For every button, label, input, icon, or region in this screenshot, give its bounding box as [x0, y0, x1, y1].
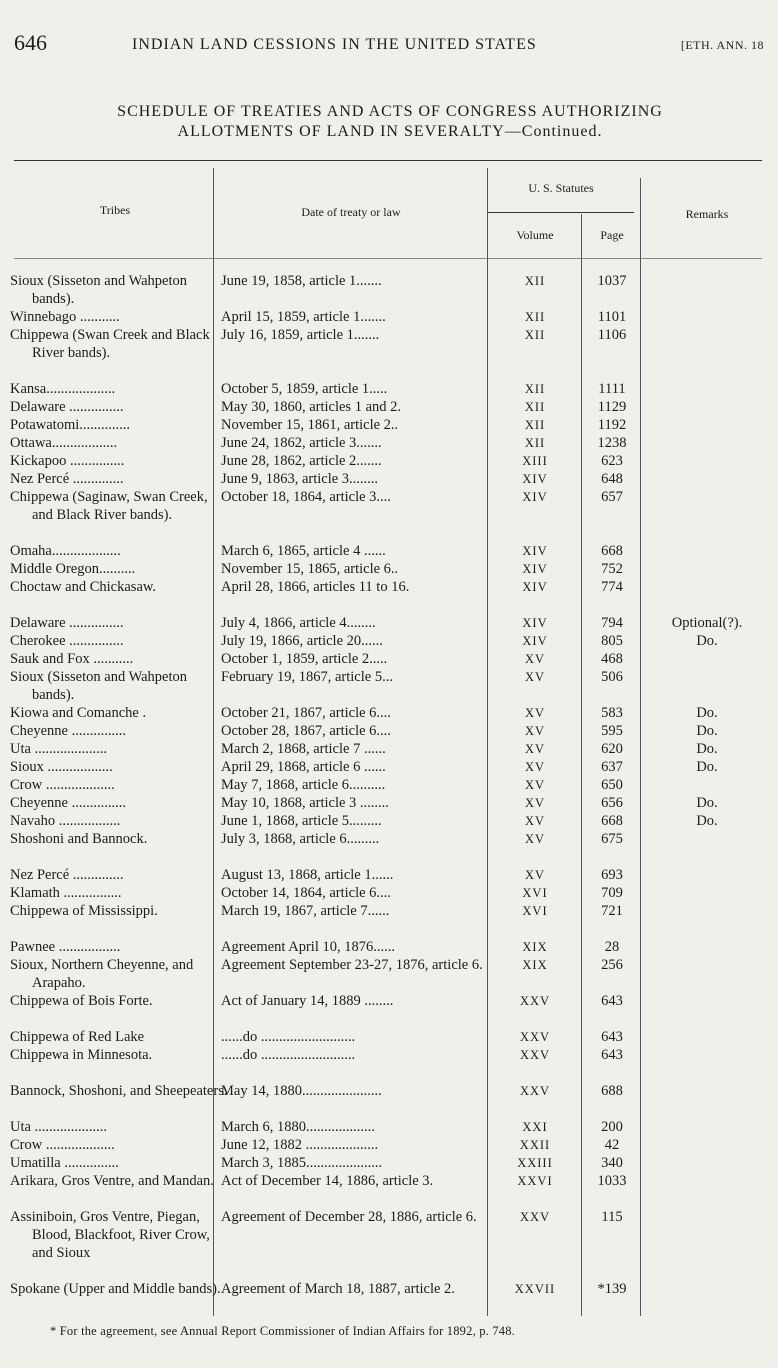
volume-cell: XII	[524, 436, 546, 450]
tribe-cell: Uta ....................	[10, 741, 108, 757]
page-cell: 256	[601, 957, 623, 973]
page-cell: 648	[601, 471, 623, 487]
date-cell: July 19, 1866, article 20......	[221, 633, 383, 649]
tribe-cell: Sioux (Sisseton and Wahpeton bands).	[10, 273, 187, 307]
tribe-cell: Shoshoni and Bannock.	[10, 831, 148, 847]
tribe-cell: Sioux (Sisseton and Wahpeton bands).	[10, 669, 187, 703]
table-row	[0, 668, 778, 704]
date-cell: June 24, 1862, article 3.......	[221, 435, 382, 451]
column-header-date: Date of treaty or law	[301, 205, 401, 219]
page-cell: 637	[601, 759, 623, 775]
table-row	[0, 956, 778, 992]
tribe-cell: Chippewa (Saginaw, Swan Creek, and Black River bands).	[10, 489, 208, 523]
date-cell: June 9, 1863, article 3........	[221, 471, 379, 487]
table-row	[0, 1082, 778, 1118]
tribe-cell: Nez Percé ..............	[10, 867, 124, 883]
date-cell: February 19, 1867, article 5...	[221, 669, 393, 685]
tribe-cell: Navaho .................	[10, 813, 121, 829]
table-row	[0, 1028, 778, 1046]
page-cell: 1106	[597, 327, 627, 343]
table-row	[0, 866, 778, 884]
date-cell: April 15, 1859, article 1.......	[221, 309, 386, 325]
page-cell: 668	[601, 543, 623, 559]
tribe-cell: Chippewa (Swan Creek and Black River bands).	[10, 327, 210, 361]
volume-cell: XXV	[519, 1084, 551, 1098]
page-cell: 650	[601, 777, 623, 793]
page-cell: 1238	[597, 435, 627, 451]
table-row	[0, 1172, 778, 1208]
volume-cell: XII	[524, 328, 546, 342]
table-row	[0, 776, 778, 794]
table-row	[0, 488, 778, 542]
volume-cell: XXV	[519, 1210, 551, 1224]
tribe-cell: Nez Percé ..............	[10, 471, 124, 487]
date-cell: Agreement of December 28, 1886, article 6.	[221, 1209, 477, 1225]
date-cell: October 28, 1867, article 6....	[221, 723, 391, 739]
tribe-cell: Assiniboin, Gros Ventre, Piegan, Blood, Blackfoot, River Crow, and Sioux	[10, 1209, 210, 1261]
remarks-cell: Do.	[696, 723, 718, 739]
volume-cell: XII	[524, 382, 546, 396]
date-cell: March 3, 1885.....................	[221, 1155, 383, 1171]
date-cell: May 7, 1868, article 6..........	[221, 777, 386, 793]
table-row	[0, 830, 778, 866]
table-row	[0, 1046, 778, 1082]
table-row	[0, 542, 778, 560]
tribe-cell: Ottawa..................	[10, 435, 118, 451]
volume-cell: XV	[524, 742, 546, 756]
date-cell: July 3, 1868, article 6.........	[221, 831, 380, 847]
tribe-cell: Pawnee .................	[10, 939, 121, 955]
tribe-cell: Crow ...................	[10, 1137, 115, 1153]
table-row	[0, 1280, 778, 1316]
tribe-cell: Cheyenne ...............	[10, 795, 126, 811]
date-cell: March 2, 1868, article 7 ......	[221, 741, 386, 757]
page-cell: 656	[601, 795, 623, 811]
date-cell: April 28, 1866, articles 11 to 16.	[221, 579, 410, 595]
table-row	[0, 416, 778, 434]
date-cell: Act of January 14, 1889 ........	[221, 993, 394, 1009]
page-cell: *139	[597, 1281, 627, 1297]
table-row	[0, 938, 778, 956]
date-cell: Agreement of March 18, 1887, article 2.	[221, 1281, 455, 1297]
tribe-cell: Chippewa of Bois Forte.	[10, 993, 153, 1009]
tribe-cell: Spokane (Upper and Middle bands).	[10, 1281, 221, 1297]
page-cell: 506	[601, 669, 623, 685]
remarks-cell: Do.	[696, 741, 718, 757]
page-cell: 693	[601, 867, 623, 883]
tribe-cell: Sioux, Northern Cheyenne, and Arapaho.	[10, 957, 194, 991]
column-header-statutes: U. S. Statutes	[528, 181, 594, 195]
page-cell: 340	[601, 1155, 623, 1171]
date-cell: October 21, 1867, article 6....	[221, 705, 391, 721]
volume-cell: XV	[524, 778, 546, 792]
table-row	[0, 560, 778, 578]
table-row	[0, 812, 778, 830]
page-cell: 620	[601, 741, 623, 757]
page-cell: 200	[601, 1119, 623, 1135]
page-cell: 752	[601, 561, 623, 577]
running-right-label: [ETH. ANN. 18	[680, 38, 764, 52]
date-cell: May 30, 1860, articles 1 and 2.	[221, 399, 402, 415]
tribe-cell: Omaha...................	[10, 543, 121, 559]
volume-cell: XIV	[522, 562, 548, 576]
date-cell: October 1, 1859, article 2.....	[221, 651, 388, 667]
date-cell: March 6, 1865, article 4 ......	[221, 543, 386, 559]
table-row	[0, 1154, 778, 1172]
volume-cell: XII	[524, 418, 546, 432]
column-header-volume: Volume	[516, 228, 554, 242]
volume-cell: XIV	[522, 544, 548, 558]
volume-cell: XIV	[522, 634, 548, 648]
date-cell: October 5, 1859, article 1.....	[221, 381, 388, 397]
table-row	[0, 794, 778, 812]
volume-cell: XVI	[522, 904, 548, 918]
schedule-title-line1: SCHEDULE OF TREATIES AND ACTS OF CONGRESS AUTHORIZING	[117, 103, 663, 120]
table-row	[0, 758, 778, 776]
table-row	[0, 884, 778, 902]
tribe-cell: Middle Oregon..........	[10, 561, 136, 577]
date-cell: October 14, 1864, article 6....	[221, 885, 391, 901]
table-row	[0, 992, 778, 1028]
remarks-cell: Optional(?).	[671, 615, 743, 631]
volume-cell: XV	[524, 868, 546, 882]
date-cell: October 18, 1864, article 3....	[221, 489, 391, 505]
page-cell: 688	[601, 1083, 623, 1099]
volume-cell: XIV	[522, 580, 548, 594]
tribe-cell: Arikara, Gros Ventre, and Mandan.	[10, 1173, 214, 1189]
volume-cell: XXI	[522, 1120, 548, 1134]
date-cell: June 19, 1858, article 1.......	[221, 273, 382, 289]
page-cell: 28	[604, 939, 620, 955]
table-row	[0, 452, 778, 470]
date-cell: Act of December 14, 1886, article 3.	[221, 1173, 434, 1189]
date-cell: ......do ..........................	[221, 1047, 356, 1063]
volume-cell: XV	[524, 706, 546, 720]
page-number: 646	[14, 30, 47, 55]
page-cell: 42	[604, 1137, 620, 1153]
tribe-cell: Kansa...................	[10, 381, 116, 397]
page-cell: 643	[601, 1029, 623, 1045]
tribe-cell: Chippewa of Mississippi.	[10, 903, 158, 919]
table-row	[0, 740, 778, 758]
date-cell: Agreement September 23-27, 1876, article 6.	[221, 957, 483, 973]
page-cell: 1111	[598, 381, 626, 397]
header-bottom-rule	[14, 258, 762, 259]
date-cell: March 6, 1880...................	[221, 1119, 375, 1135]
page-cell: 1037	[597, 273, 627, 289]
date-cell: June 1, 1868, article 5.........	[221, 813, 382, 829]
page-cell: 675	[601, 831, 623, 847]
table-row	[0, 578, 778, 614]
date-cell: July 16, 1859, article 1.......	[221, 327, 380, 343]
remarks-cell: Do.	[696, 633, 718, 649]
schedule-title	[20, 102, 760, 142]
page-cell: 657	[601, 489, 623, 505]
volume-cell: XIV	[522, 490, 548, 504]
table-row	[0, 902, 778, 938]
date-cell: May 14, 1880......................	[221, 1083, 382, 1099]
table-row	[0, 470, 778, 488]
date-cell: July 4, 1866, article 4........	[221, 615, 376, 631]
tribe-cell: Klamath ................	[10, 885, 122, 901]
volume-cell: XXIII	[517, 1156, 553, 1170]
volume-cell: XXV	[519, 994, 551, 1008]
tribe-cell: Delaware ...............	[10, 615, 124, 631]
column-header-tribes: Tribes	[99, 203, 131, 217]
date-cell: April 29, 1868, article 6 ......	[221, 759, 386, 775]
page-cell: 794	[601, 615, 623, 631]
table-top-rule	[14, 160, 762, 161]
remarks-cell: Do.	[696, 795, 718, 811]
page-cell: 643	[601, 1047, 623, 1063]
tribe-cell: Cheyenne ...............	[10, 723, 126, 739]
table-row	[0, 614, 778, 632]
volume-cell: XXII	[519, 1138, 551, 1152]
page-cell: 1192	[597, 417, 627, 433]
tribe-cell: Umatilla ...............	[10, 1155, 119, 1171]
tribe-cell: Cherokee ...............	[10, 633, 124, 649]
volume-cell: XIX	[522, 958, 548, 972]
table-row	[0, 272, 778, 308]
date-cell: March 19, 1867, article 7......	[221, 903, 390, 919]
volume-cell: XII	[524, 400, 546, 414]
volume-cell: XXVI	[517, 1174, 553, 1188]
date-cell: June 28, 1862, article 2.......	[221, 453, 382, 469]
volume-cell: XIII	[522, 454, 548, 468]
table-body	[0, 272, 778, 1316]
column-header-page: Page	[600, 228, 624, 242]
table-row	[0, 380, 778, 398]
running-title: INDIAN LAND CESSIONS IN THE UNITED STATES	[132, 36, 537, 53]
table-row	[0, 398, 778, 416]
volume-cell: XV	[524, 760, 546, 774]
volume-cell: XV	[524, 652, 546, 666]
tribe-cell: Bannock, Shoshoni, and Sheepeaters.	[10, 1083, 228, 1099]
footnote: * For the agreement, see Annual Report Commissioner of Indian Affairs for 1892, p. 748.	[50, 1324, 516, 1338]
tribe-cell: Winnebago ...........	[10, 309, 120, 325]
table-row	[0, 632, 778, 650]
table-row	[0, 1118, 778, 1136]
page-cell: 115	[601, 1209, 623, 1225]
tribe-cell: Delaware ...............	[10, 399, 124, 415]
schedule-title-line2: ALLOTMENTS OF LAND IN SEVERALTY—Continued.	[177, 123, 603, 140]
volume-cell: XXV	[519, 1048, 551, 1062]
tribe-cell: Choctaw and Chickasaw.	[10, 579, 157, 595]
volume-cell: XV	[524, 796, 546, 810]
page-cell: 668	[601, 813, 623, 829]
running-head	[14, 30, 764, 60]
table-row	[0, 434, 778, 452]
date-cell: June 12, 1882 ....................	[221, 1137, 379, 1153]
page-cell: 595	[601, 723, 623, 739]
volume-cell: XXV	[519, 1030, 551, 1044]
tribe-cell: Kickapoo ...............	[10, 453, 125, 469]
table-row	[0, 722, 778, 740]
tribe-cell: Sauk and Fox ...........	[10, 651, 134, 667]
table-row	[0, 1136, 778, 1154]
statutes-rule	[488, 212, 634, 213]
tribe-cell: Crow ...................	[10, 777, 115, 793]
page-cell: 623	[601, 453, 623, 469]
date-cell: Agreement April 10, 1876......	[221, 939, 395, 955]
date-cell: November 15, 1861, article 2..	[221, 417, 399, 433]
volume-cell: XV	[524, 814, 546, 828]
table-row	[0, 326, 778, 380]
volume-cell: XII	[524, 310, 546, 324]
page-cell: 774	[601, 579, 623, 595]
volume-cell: XIV	[522, 616, 548, 630]
tribe-cell: Chippewa in Minnesota.	[10, 1047, 153, 1063]
remarks-cell: Do.	[696, 813, 718, 829]
remarks-cell: Do.	[696, 705, 718, 721]
page-cell: 468	[601, 651, 623, 667]
column-header-remarks: Remarks	[685, 207, 729, 221]
page-cell: 1033	[597, 1173, 627, 1189]
page-cell: 709	[601, 885, 623, 901]
page-cell: 643	[601, 993, 623, 1009]
table-row	[0, 308, 778, 326]
volume-cell: XIV	[522, 472, 548, 486]
date-cell: November 15, 1865, article 6..	[221, 561, 399, 577]
tribe-cell: Chippewa of Red Lake	[10, 1029, 145, 1045]
volume-cell: XIX	[522, 940, 548, 954]
volume-cell: XXVII	[514, 1282, 556, 1296]
table-row	[0, 650, 778, 668]
volume-cell: XV	[524, 670, 546, 684]
tribe-cell: Kiowa and Comanche .	[10, 705, 147, 721]
date-cell: May 10, 1868, article 3 ........	[221, 795, 389, 811]
page-cell: 583	[601, 705, 623, 721]
tribe-cell: Sioux ..................	[10, 759, 113, 775]
page-cell: 721	[601, 903, 623, 919]
page-cell: 1101	[597, 309, 627, 325]
tribe-cell: Uta ....................	[10, 1119, 108, 1135]
table-row	[0, 704, 778, 722]
page-cell: 1129	[597, 399, 627, 415]
date-cell: ......do ..........................	[221, 1029, 356, 1045]
table-row	[0, 1208, 778, 1280]
remarks-cell: Do.	[696, 759, 718, 775]
volume-cell: XVI	[522, 886, 548, 900]
page-cell: 805	[601, 633, 623, 649]
volume-cell: XV	[524, 724, 546, 738]
volume-cell: XV	[524, 832, 546, 846]
volume-cell: XII	[524, 274, 546, 288]
tribe-cell: Potawatomi..............	[10, 417, 131, 433]
date-cell: August 13, 1868, article 1......	[221, 867, 394, 883]
